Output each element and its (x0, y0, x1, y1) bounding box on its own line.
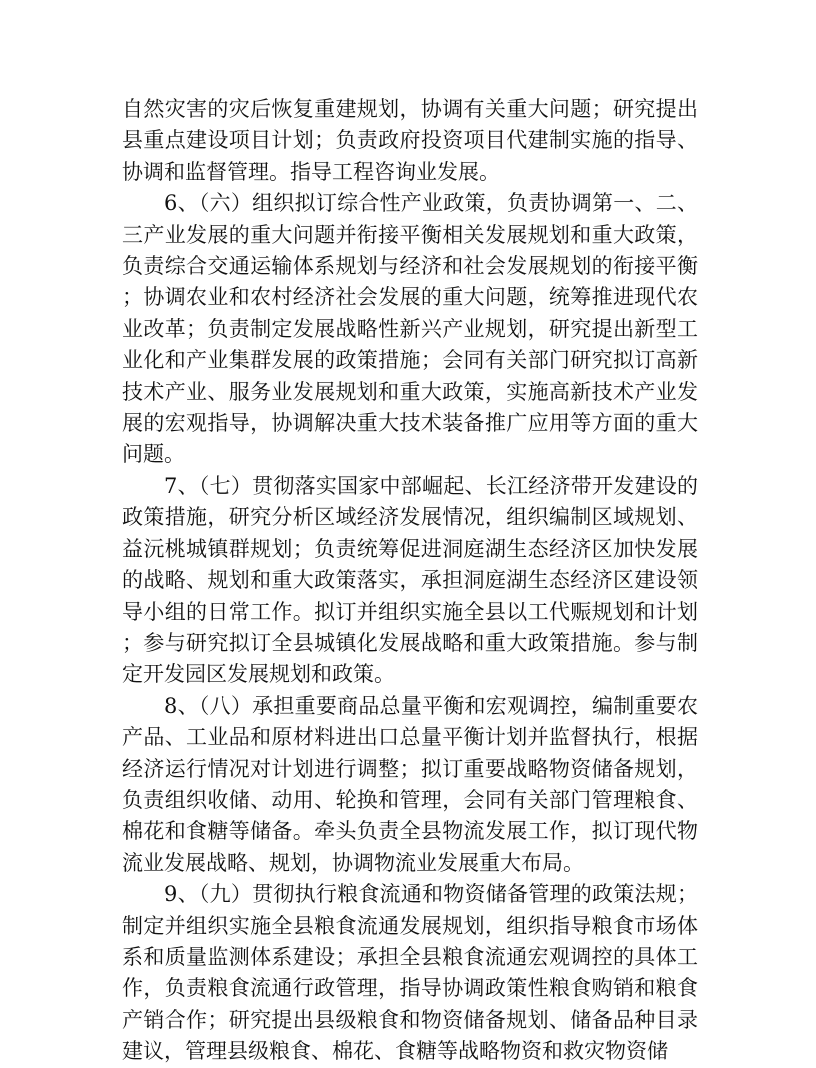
paragraph-item-6: 6、（六）组织拟订综合性产业政策，负责协调第一、二、三产业发展的重大问题并衔接平衡相关发展规划和重大政策，负责综合交通运输体系规划与经济和社会发展规划的衔接平衡；协调农业和农村经济社会发展的重大问题，统筹推进现代农业改革；负责制定发展战略性新兴产业规划，研究提出新型工业化和产业集群发展的政策措施；会同有关部门研究拟订高新技术产业、服务业发展规划和重大政策，实施高新技术产业发展的宏观指导，协调解决重大技术装备推广应用等方面的重大问题。 (122, 191, 698, 467)
paragraph-item-8: 8、（八）承担重要商品总量平衡和宏观调控，编制重要农产品、工业品和原材料进出口总量平衡计划并监督执行，根据经济运行情况对计划进行调整；拟订重要战略物资储备规划，负责组织收储、动用、轮换和管理，会同有关部门管理粮食、棉花和食糖等储备。牵头负责全县物流发展工作，拟订现代物流业发展战略、规划，协调物流业发展重大布局。 (122, 693, 698, 875)
paragraph-item-9: 9、（九）贯彻执行粮食流通和物资储备管理的政策法规；制定并组织实施全县粮食流通发展规划，组织指导粮食市场体系和质量监测体系建设；承担全县粮食流通宏观调控的具体工作，负责粮食流通行政管理，指导协调政策性粮食购销和粮食产销合作；研究提出县级粮食和物资储备规划、储备品种目录建议，管理县级粮食、棉花、食糖等战略物资和救灾物资储 (122, 882, 698, 1064)
document-page (122, 94, 698, 1068)
paragraph-item-7: 7、（七）贯彻落实国家中部崛起、长江经济带开发建设的政策措施，研究分析区域经济发展情况，组织编制区域规划、益沅桃城镇群规划；负责统筹促进洞庭湖生态经济区加快发展的战略、规划和重大政策落实，承担洞庭湖生态经济区建设领导小组的日常工作。拟订并组织实施全县以工代赈规划和计划；参与研究拟订全县城镇化发展战略和重大政策措施。参与制定开发园区发展规划和政策。 (122, 473, 698, 687)
paragraph-continued: 自然灾害的灾后恢复重建规划，协调有关重大问题；研究提出县重点建设项目计划；负责政府投资项目代建制实施的指导、协调和监督管理。指导工程咨询业发展。 (122, 97, 698, 184)
